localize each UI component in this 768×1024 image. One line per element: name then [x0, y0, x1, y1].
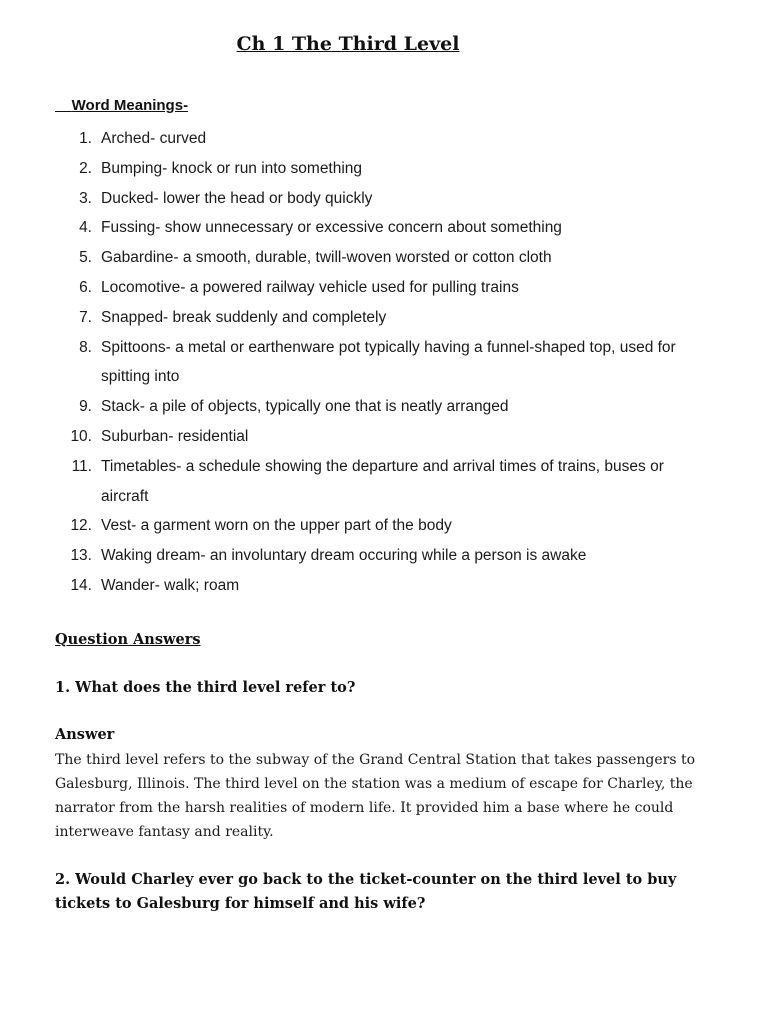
- list-item: [0, 124, 700, 154]
- list-item-number: 10.: [70, 427, 92, 445]
- list-item-number: 7.: [79, 308, 92, 326]
- list-item-text: Locomotive- a powered railway vehicle used for pulling trains: [101, 278, 519, 296]
- list-item-number: 12.: [70, 517, 92, 535]
- list-item-text: Wander- walk; roam: [101, 576, 240, 594]
- list-item-text: Waking dream- an involuntary dream occuring while a person is awake: [101, 547, 587, 565]
- list-item-text: Spittoons- a metal or earthenware pot typically having a funnel-shaped top, used for spitting into: [101, 338, 676, 386]
- question-1: 1. What does the third level refer to?: [55, 679, 356, 696]
- list-item: [0, 213, 700, 243]
- page-title: Ch 1 The Third Level: [236, 33, 460, 55]
- question-2: 2. Would Charley ever go back to the ticket-counter on the third level to buy tickets to Galesburg for himself and his wife?: [55, 871, 677, 912]
- word-meanings-heading-text: Word Meanings-: [71, 97, 189, 114]
- list-item-text: Gabardine- a smooth, durable, twill-woven worsted or cotton cloth: [101, 249, 552, 267]
- list-item-number: 6.: [79, 278, 92, 296]
- list-item-number: 4.: [79, 219, 92, 237]
- list-item: [0, 452, 700, 512]
- list-item: [0, 541, 700, 571]
- list-item: [0, 392, 700, 422]
- list-item: [0, 154, 700, 184]
- list-item-number: 13.: [70, 547, 92, 565]
- list-item: [0, 184, 700, 214]
- list-item-number: 3.: [79, 189, 92, 207]
- list-item-text: Arched- curved: [101, 130, 207, 147]
- list-item: [0, 273, 700, 303]
- question-answers-heading: Question Answers: [55, 631, 201, 648]
- list-item-text: Snapped- break suddenly and completely: [101, 308, 387, 326]
- list-item: [0, 303, 700, 333]
- answer-1-text: The third level refers to the subway of the Grand Central Station that takes passengers to Galesburg, Illinois. The third level on the station was a medium of escape for Charley, the narrator from the harsh realities of modern life. It provided him a base where he could interweave fantasy and reality.: [55, 752, 696, 840]
- list-item-text: Suburban- residential: [101, 427, 249, 445]
- list-item: [0, 571, 700, 601]
- list-item-number: 11.: [71, 457, 92, 475]
- list-item-text: Ducked- lower the head or body quickly: [101, 189, 373, 207]
- list-item: [0, 422, 700, 452]
- list-item-text: Fussing- show unnecessary or excessive concern about something: [101, 219, 562, 237]
- list-item-number: 14.: [70, 576, 92, 594]
- list-item-number: 1.: [79, 130, 92, 147]
- list-item: [0, 243, 700, 273]
- list-item-text: Stack- a pile of objects, typically one that is neatly arranged: [101, 398, 509, 416]
- list-item: [0, 511, 700, 541]
- list-item-text: Vest- a garment worn on the upper part of the body: [101, 517, 452, 535]
- word-meanings-list: [0, 124, 700, 601]
- list-item-number: 5.: [79, 249, 92, 267]
- list-item: [0, 333, 700, 393]
- list-item-number: 8.: [79, 338, 92, 356]
- list-item-text: Timetables- a schedule showing the departure and arrival times of trains, buses or aircraft: [101, 457, 664, 505]
- word-meanings-heading: [55, 97, 188, 114]
- answer-label: Answer: [55, 726, 115, 743]
- list-item-number: 9.: [79, 398, 92, 416]
- list-item-text: Bumping- knock or run into something: [101, 159, 363, 177]
- list-item-number: 2.: [79, 159, 92, 177]
